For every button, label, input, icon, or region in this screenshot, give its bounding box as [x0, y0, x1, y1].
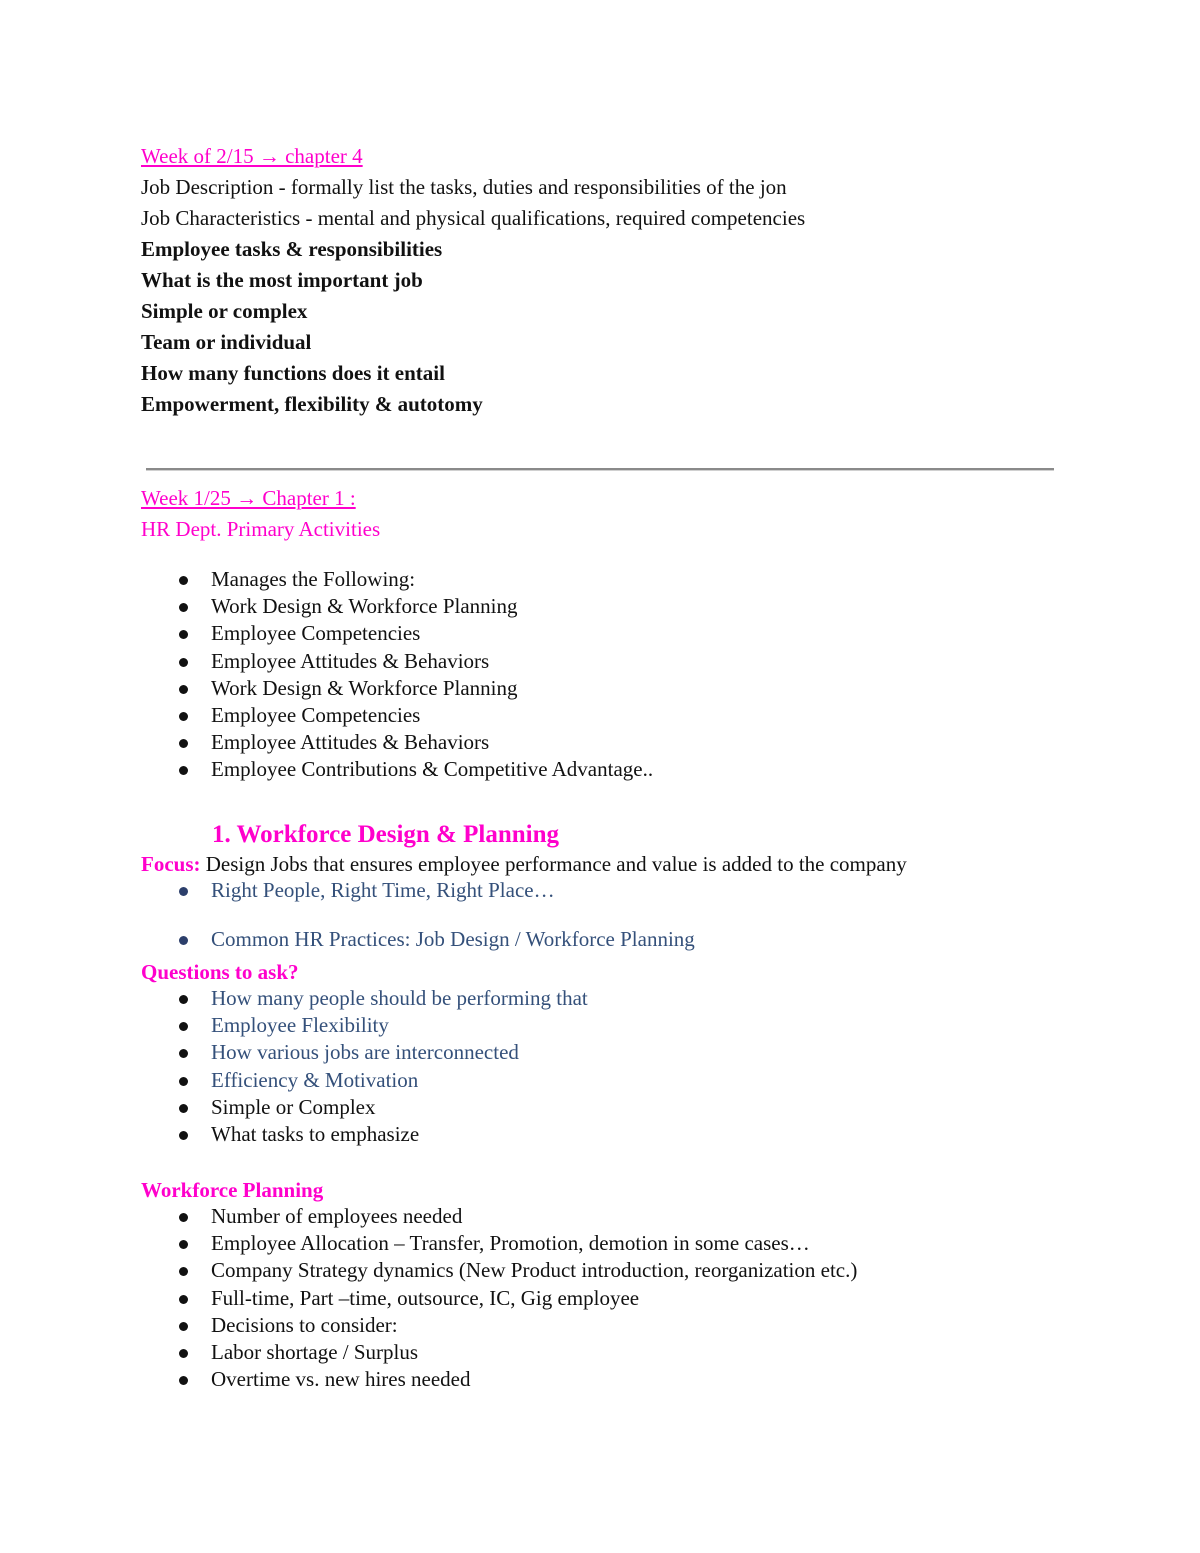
- bold-line: How many functions does it entail: [141, 361, 445, 385]
- list-item: Overtime vs. new hires needed: [175, 1366, 857, 1393]
- week1-title: Week 1/25 → Chapter 1 :: [141, 486, 356, 510]
- bullet-icon: [179, 1240, 188, 1249]
- bullet-icon: [179, 995, 188, 1004]
- bold-line: Team or individual: [141, 330, 312, 354]
- list-item: Simple or Complex: [175, 1094, 588, 1121]
- list-item: Employee Attitudes & Behaviors: [175, 648, 653, 675]
- list-item: Employee Attitudes & Behaviors: [175, 729, 653, 756]
- list-item: Company Strategy dynamics (New Product introduction, reorganization etc.): [175, 1257, 857, 1284]
- job-characteristics-line: Job Characteristics - mental and physical qualifications, required competencies: [141, 206, 806, 230]
- bullet-icon: [179, 576, 188, 585]
- list-item: Efficiency & Motivation: [175, 1067, 588, 1094]
- bullet-icon: [179, 603, 188, 612]
- list-item: Work Design & Workforce Planning: [175, 593, 653, 620]
- week4-title: Week of 2/15 → chapter 4: [141, 144, 363, 168]
- questions-list: [175, 985, 588, 1148]
- bold-line: Employee tasks & responsibilities: [141, 237, 443, 261]
- bullet-icon: [179, 739, 188, 748]
- bold-line: Empowerment, flexibility & autotomy: [141, 392, 483, 416]
- focus-label: Focus:: [141, 852, 201, 876]
- list-item: Full-time, Part –time, outsource, IC, Gig employee: [175, 1285, 857, 1312]
- bullet-icon: [179, 658, 188, 667]
- bullet-icon: [179, 1376, 188, 1385]
- bullet-icon: [179, 1077, 188, 1086]
- focus-text: Design Jobs that ensures employee performance and value is added to the company: [200, 852, 907, 876]
- list-item: Labor shortage / Surplus: [175, 1339, 857, 1366]
- bullet-icon: [179, 766, 188, 775]
- list-item: What tasks to emphasize: [175, 1121, 588, 1148]
- section-heading: 1. Workforce Design & Planning: [212, 821, 560, 848]
- bold-line: What is the most important job: [141, 268, 423, 292]
- bold-line: Simple or complex: [141, 299, 308, 323]
- bullet-icon: [179, 1267, 188, 1276]
- practices-list: [175, 926, 695, 953]
- list-item: Employee Competencies: [175, 702, 653, 729]
- list-item: Employee Flexibility: [175, 1012, 588, 1039]
- horizontal-divider: [146, 468, 1054, 471]
- list-item: Number of employees needed: [175, 1203, 857, 1230]
- bullet-icon: [179, 712, 188, 721]
- focus-list: [175, 877, 555, 904]
- focus-line: [141, 850, 907, 878]
- bullet-icon: [179, 936, 188, 945]
- bullet-icon: [179, 1213, 188, 1222]
- list-item: How various jobs are interconnected: [175, 1039, 588, 1066]
- bullet-icon: [179, 685, 188, 694]
- bullet-icon: [179, 1295, 188, 1304]
- bullet-icon: [179, 630, 188, 639]
- bullet-icon: [179, 887, 188, 896]
- list-item: Right People, Right Time, Right Place…: [175, 877, 555, 904]
- list-item: Employee Contributions & Competitive Advantage..: [175, 756, 653, 783]
- bullet-icon: [179, 1349, 188, 1358]
- week1-subtitle: HR Dept. Primary Activities: [141, 517, 381, 541]
- list-item: How many people should be performing that: [175, 985, 588, 1012]
- bullet-icon: [179, 1049, 188, 1058]
- list-item: Employee Competencies: [175, 620, 653, 647]
- list-item: Employee Allocation – Transfer, Promotion, demotion in some cases…: [175, 1230, 857, 1257]
- list-item: Common HR Practices: Job Design / Workforce Planning: [175, 926, 695, 953]
- bullet-icon: [179, 1104, 188, 1113]
- primary-activities-list: [175, 566, 653, 784]
- questions-label: Questions to ask?: [141, 960, 299, 984]
- bullet-icon: [179, 1022, 188, 1031]
- job-description-line: Job Description - formally list the tasks, duties and responsibilities of the jon: [141, 175, 787, 199]
- list-item: Decisions to consider:: [175, 1312, 857, 1339]
- workforce-planning-list: [175, 1203, 857, 1393]
- bullet-icon: [179, 1131, 188, 1140]
- workforce-planning-label: Workforce Planning: [141, 1178, 324, 1202]
- list-item: Manages the Following:: [175, 566, 653, 593]
- list-item: Work Design & Workforce Planning: [175, 675, 653, 702]
- bullet-icon: [179, 1322, 188, 1331]
